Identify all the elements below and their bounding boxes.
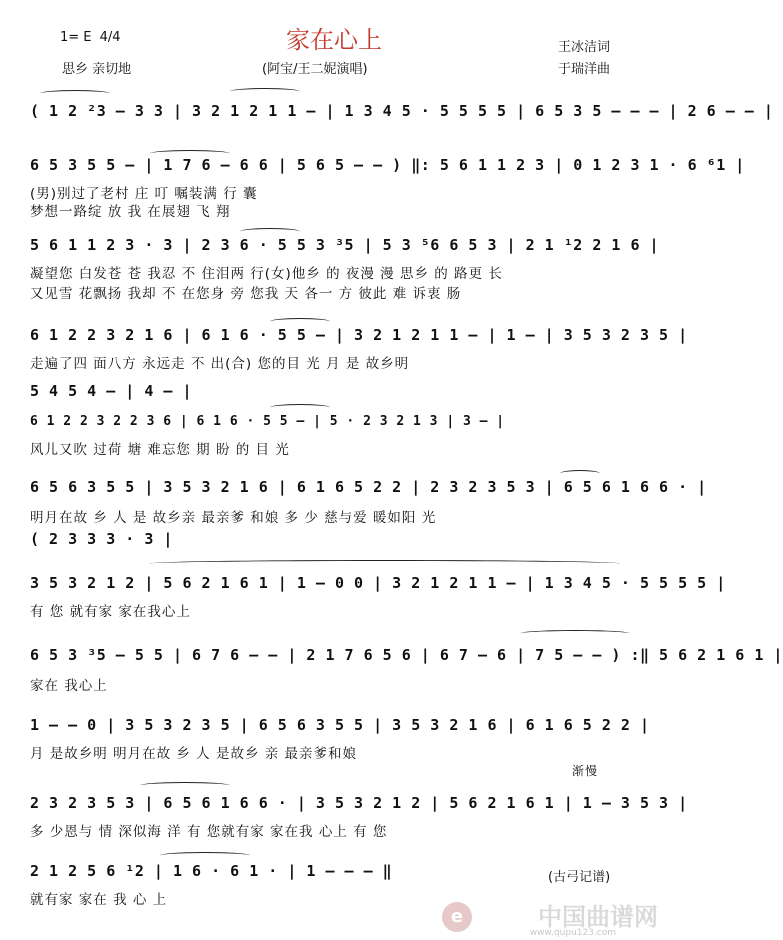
time-signature: 4/4 xyxy=(99,30,121,45)
lyric-line: 风儿又吹 过荷 塘 难忘您 期 盼 的 目 光 xyxy=(30,442,290,458)
notation-row: 3 5 3 2 1 2 | 5 6 2 1 6 1 | 1 – 0 0 | 3 2 1 2 1 1 – | 1 3 4 5 · 5 5 5 5 | xyxy=(30,574,726,592)
notation-row: 2 1 2 5 6 ¹2 | 1 6 · 6 1 · | 1 – – – ‖ xyxy=(30,862,393,880)
lyric-line: 又见雪 花飘扬 我却 不 在您身 旁 您我 天 各一 方 彼此 难 诉衷 肠 xyxy=(30,286,462,302)
watermark-logo: e xyxy=(442,902,472,932)
lyric-line: (男)别过了老村 庄 叮 嘱装满 行 囊 xyxy=(30,186,258,202)
notation-row: 5 6 1 1 2 3 · 3 | 2 3 6 · 5 5 3 ³5 | 5 3 ⁵6 6 5 3 | 2 1 ¹2 2 1 6 | xyxy=(30,236,660,254)
notation-row: 6 5 6 3 5 5 | 3 5 3 2 1 6 | 6 1 6 5 2 2 | 2 3 2 3 5 3 | 6 5 6 1 6 6 · | xyxy=(30,478,707,496)
key-signature xyxy=(60,30,121,45)
key-label: 1= E xyxy=(60,30,92,45)
notation-row: 5 4 5 4 – | 4 – | xyxy=(30,382,193,400)
watermark-site-url: www.qupu123.com xyxy=(529,928,616,938)
notation-row: ( 1 2 ²3 – 3 3 | 3 2 1 2 1 1 – | 1 3 4 5 · 5 5 5 5 | 6 5 3 5 – – – | 2 6 – – | xyxy=(30,102,774,120)
watermark-site-name: 中国曲谱网 xyxy=(538,902,658,931)
lyric-line: 多 少恩与 情 深似海 洋 有 您就有家 家在我 心上 有 您 xyxy=(30,824,388,840)
notation-row: 1 – – 0 | 3 5 3 2 3 5 | 6 5 6 3 5 5 | 3 5 3 2 1 6 | 6 1 6 5 2 2 | xyxy=(30,716,650,734)
lyric-line: 月 是故乡明 明月在故 乡 人 是故乡 亲 最亲爹和娘 xyxy=(30,746,358,762)
notation-row: ( 2 3 3 3 · 3 | xyxy=(30,530,173,548)
notation-row: 6 5 3 ³5 – 5 5 | 6 7 6 – – | 2 1 7 6 5 6 | 6 7 – 6 | 7 5 – – ) :‖ 5 6 2 1 6 1 | xyxy=(30,646,783,664)
transcriber-note: (古弓记谱) xyxy=(548,870,611,885)
lyric-line: 就有家 家在 我 心 上 xyxy=(30,892,168,908)
tempo-marking: 渐慢 xyxy=(572,764,599,778)
mood-marking: 思乡 亲切地 xyxy=(62,62,132,77)
lyric-line: 有 您 就有家 家在我心上 xyxy=(30,604,191,620)
song-title: 家在心上 xyxy=(286,26,382,54)
lyric-line: 凝望您 白发苍 苍 我忍 不 住泪两 行(女)他乡 的 夜漫 漫 思乡 的 路更 长 xyxy=(30,266,503,282)
composer: 于瑞洋曲 xyxy=(558,62,611,77)
lyric-line: 明月在故 乡 人 是 故乡亲 最亲爹 和娘 多 少 慈与爱 暖如阳 光 xyxy=(30,510,437,526)
notation-row: 6 1 2 2 3 2 2 3 6 | 6 1 6 · 5 5 – | 5 · 2 3 2 1 3 | 3 – | xyxy=(30,414,505,429)
performers: (阿宝/王二妮演唱) xyxy=(262,62,368,77)
lyric-line: 家在 我心上 xyxy=(30,678,108,694)
lyric-line: 梦想一路绽 放 我 在展翅 飞 翔 xyxy=(30,204,231,220)
lyric-line: 走遍了四 面八方 永远走 不 出(合) 您的目 光 月 是 故乡明 xyxy=(30,356,410,372)
notation-row: 6 5 3 5 5 – | 1 7 6 – 6 6 | 5 6 5 – – ) ‖: 5 6 1 1 2 3 | 0 1 2 3 1 · 6 ⁶1 | xyxy=(30,156,745,174)
notation-row: 6 1 2 2 3 2 1 6 | 6 1 6 · 5 5 – | 3 2 1 2 1 1 – | 1 – | 3 5 3 2 3 5 | xyxy=(30,326,688,344)
lyricist: 王冰洁词 xyxy=(558,40,611,55)
notation-row: 2 3 2 3 5 3 | 6 5 6 1 6 6 · | 3 5 3 2 1 2 | 5 6 2 1 6 1 | 1 – 3 5 3 | xyxy=(30,794,688,812)
